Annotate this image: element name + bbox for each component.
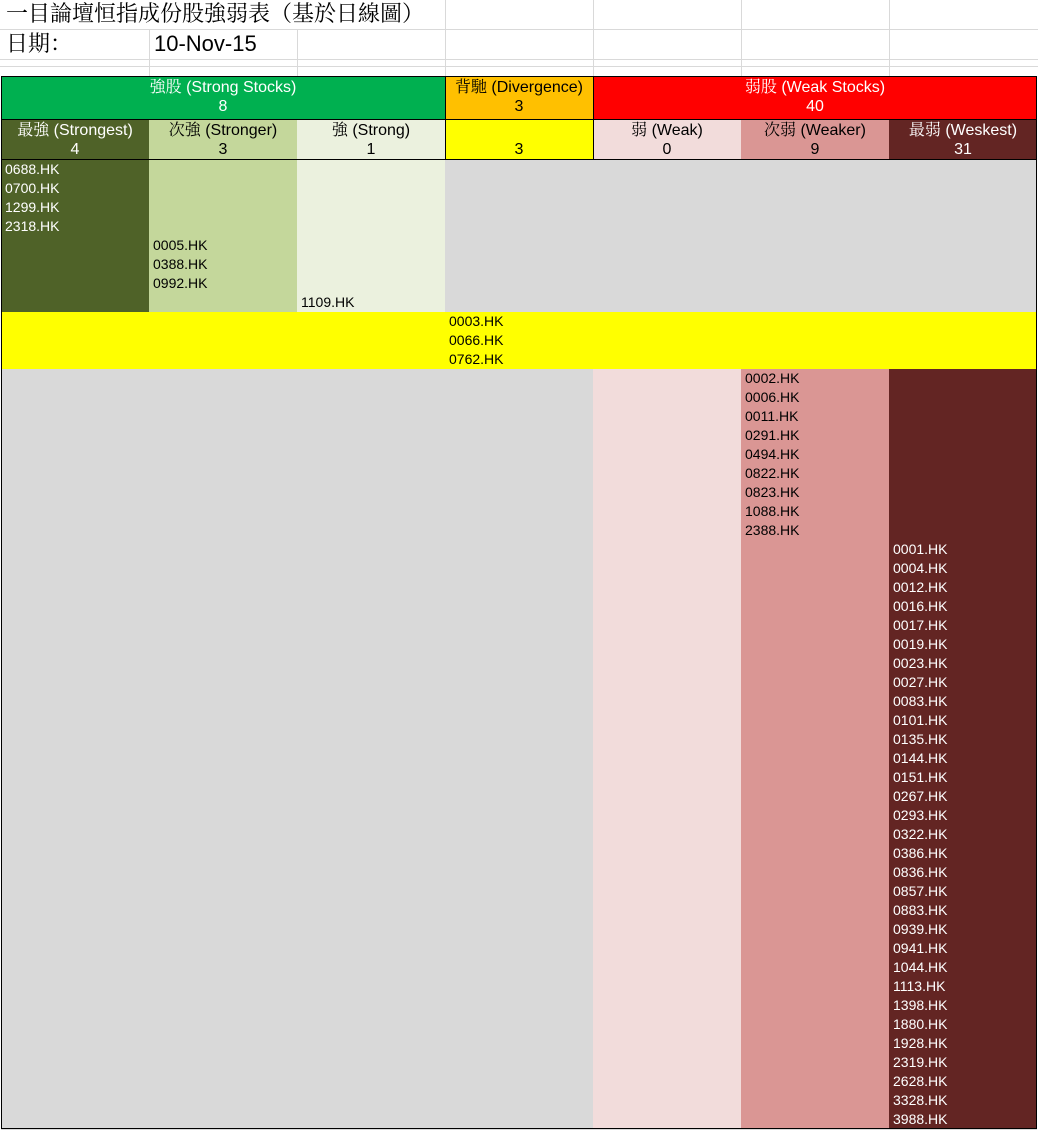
column-count: 3: [514, 141, 524, 158]
stock-item: 0012.HK: [893, 579, 948, 595]
stock-item: 1880.HK: [893, 1016, 948, 1032]
stock-item: 0083.HK: [893, 693, 948, 709]
stock-item: 0135.HK: [893, 731, 948, 747]
column-weak: [593, 120, 741, 160]
stock-item: 0267.HK: [893, 788, 948, 804]
column-label: [445, 121, 593, 140]
stock-list: [445, 312, 503, 369]
stock-item: 0291.HK: [745, 427, 800, 443]
stock-item: 2318.HK: [5, 218, 60, 234]
stock-item: 1044.HK: [893, 959, 948, 975]
group-header-weak: [593, 77, 1037, 119]
weak-column-body: [593, 369, 741, 1129]
column-weakest: [889, 120, 1037, 160]
stock-item: 0883.HK: [893, 902, 948, 918]
stock-item: 3328.HK: [893, 1092, 948, 1108]
gridline: [741, 0, 742, 76]
stock-item: 0322.HK: [893, 826, 948, 842]
column-label: 次強 (Stronger): [168, 122, 278, 139]
gridline: [889, 0, 890, 76]
stock-item: 0016.HK: [893, 598, 948, 614]
column-count: 3: [218, 141, 228, 158]
column-header: [297, 120, 445, 160]
divergence-band: [1, 312, 1037, 369]
column-header: [1, 120, 149, 160]
stock-item: 0762.HK: [449, 351, 504, 367]
column-header: [889, 120, 1037, 160]
column-label: 次弱 (Weaker): [764, 122, 866, 139]
stock-item: 0001.HK: [893, 541, 948, 557]
stock-item: 2628.HK: [893, 1073, 948, 1089]
stock-item: 0494.HK: [745, 446, 800, 462]
stock-item: 0004.HK: [893, 560, 948, 576]
stock-item: 1928.HK: [893, 1035, 948, 1051]
stock-item: 0005.HK: [153, 237, 208, 253]
stock-item: 3988.HK: [893, 1111, 948, 1127]
column-stronger: [149, 120, 297, 312]
stock-item: 0023.HK: [893, 655, 948, 671]
stock-item: 1113.HK: [893, 978, 946, 994]
stock-list: [889, 369, 1037, 1129]
stock-list: [149, 160, 297, 312]
stock-item: 0006.HK: [745, 389, 800, 405]
gridline: [593, 0, 594, 76]
stock-item: 0003.HK: [449, 313, 504, 329]
date-value: 10-Nov-15: [154, 31, 257, 56]
stock-item: 0823.HK: [745, 484, 800, 500]
column-strong: [297, 120, 445, 312]
column-divergence: [445, 120, 593, 160]
column-label: 強 (Strong): [331, 122, 411, 139]
stock-item: 0822.HK: [745, 465, 800, 481]
stock-item: 0857.HK: [893, 883, 948, 899]
column-strongest: [1, 120, 149, 312]
stock-item: 1398.HK: [893, 997, 948, 1013]
column-count: 9: [810, 141, 820, 158]
stock-item: 0066.HK: [449, 332, 504, 348]
column-count: 0: [662, 141, 672, 158]
stock-item: 1299.HK: [5, 199, 60, 215]
stock-item: 0688.HK: [5, 161, 60, 177]
sheet-title: 一目論壇恒指成份股強弱表（基於日線圖）: [6, 1, 425, 26]
group-header-divergence: [445, 77, 593, 119]
stock-item: 0017.HK: [893, 617, 948, 633]
stock-item: 2388.HK: [745, 522, 800, 538]
column-label: 弱 (Weak): [631, 122, 703, 139]
gridline: [149, 30, 150, 76]
group-count: 40: [806, 98, 824, 115]
date-label: 日期：: [6, 31, 73, 56]
stock-item: 1088.HK: [745, 503, 800, 519]
column-header: [593, 120, 741, 160]
stock-item: 0941.HK: [893, 940, 948, 956]
divider: [593, 77, 594, 160]
stock-item: 0939.HK: [893, 921, 948, 937]
column-header: [445, 120, 593, 160]
column-header: [149, 120, 297, 160]
stock-item: 0101.HK: [893, 712, 948, 728]
stock-item: 0144.HK: [893, 750, 948, 766]
stock-list: [741, 369, 889, 1129]
divider: [1, 119, 1037, 120]
stock-list: [297, 160, 445, 312]
column-header: [741, 120, 889, 160]
column-label: 最強 (Strongest): [17, 122, 133, 139]
stock-item: 0293.HK: [893, 807, 948, 823]
group-label: 背馳 (Divergence): [454, 79, 584, 96]
group-header-strong: [1, 77, 445, 119]
column-label: 最弱 (Weskest): [908, 122, 1018, 139]
group-label: 強股 (Strong Stocks): [149, 79, 297, 96]
gridline: [0, 66, 1038, 67]
group-count: 3: [514, 98, 524, 115]
stock-item: 1109.HK: [301, 294, 355, 310]
column-count: 4: [70, 141, 80, 158]
stock-item: 0388.HK: [153, 256, 208, 272]
stock-item: 0700.HK: [5, 180, 60, 196]
stock-item: 0019.HK: [893, 636, 948, 652]
group-label: 弱股 (Weak Stocks): [744, 79, 886, 96]
gridline: [0, 59, 1038, 60]
column-count: 1: [366, 141, 376, 158]
stock-item: 0386.HK: [893, 845, 948, 861]
stock-item: 0151.HK: [893, 769, 948, 785]
stock-item: 0992.HK: [153, 275, 208, 291]
stock-item: 2319.HK: [893, 1054, 948, 1070]
gridline: [297, 30, 298, 76]
divider: [445, 77, 446, 160]
column-weaker: [741, 120, 889, 160]
group-count: 8: [218, 98, 228, 115]
divider: [1, 159, 1037, 160]
column-count: 31: [954, 141, 972, 158]
stock-item: 0836.HK: [893, 864, 948, 880]
stock-item: 0027.HK: [893, 674, 948, 690]
gridline: [445, 0, 446, 76]
stock-list: [1, 160, 149, 312]
stock-item: 0011.HK: [745, 408, 799, 424]
stock-item: 0002.HK: [745, 370, 800, 386]
